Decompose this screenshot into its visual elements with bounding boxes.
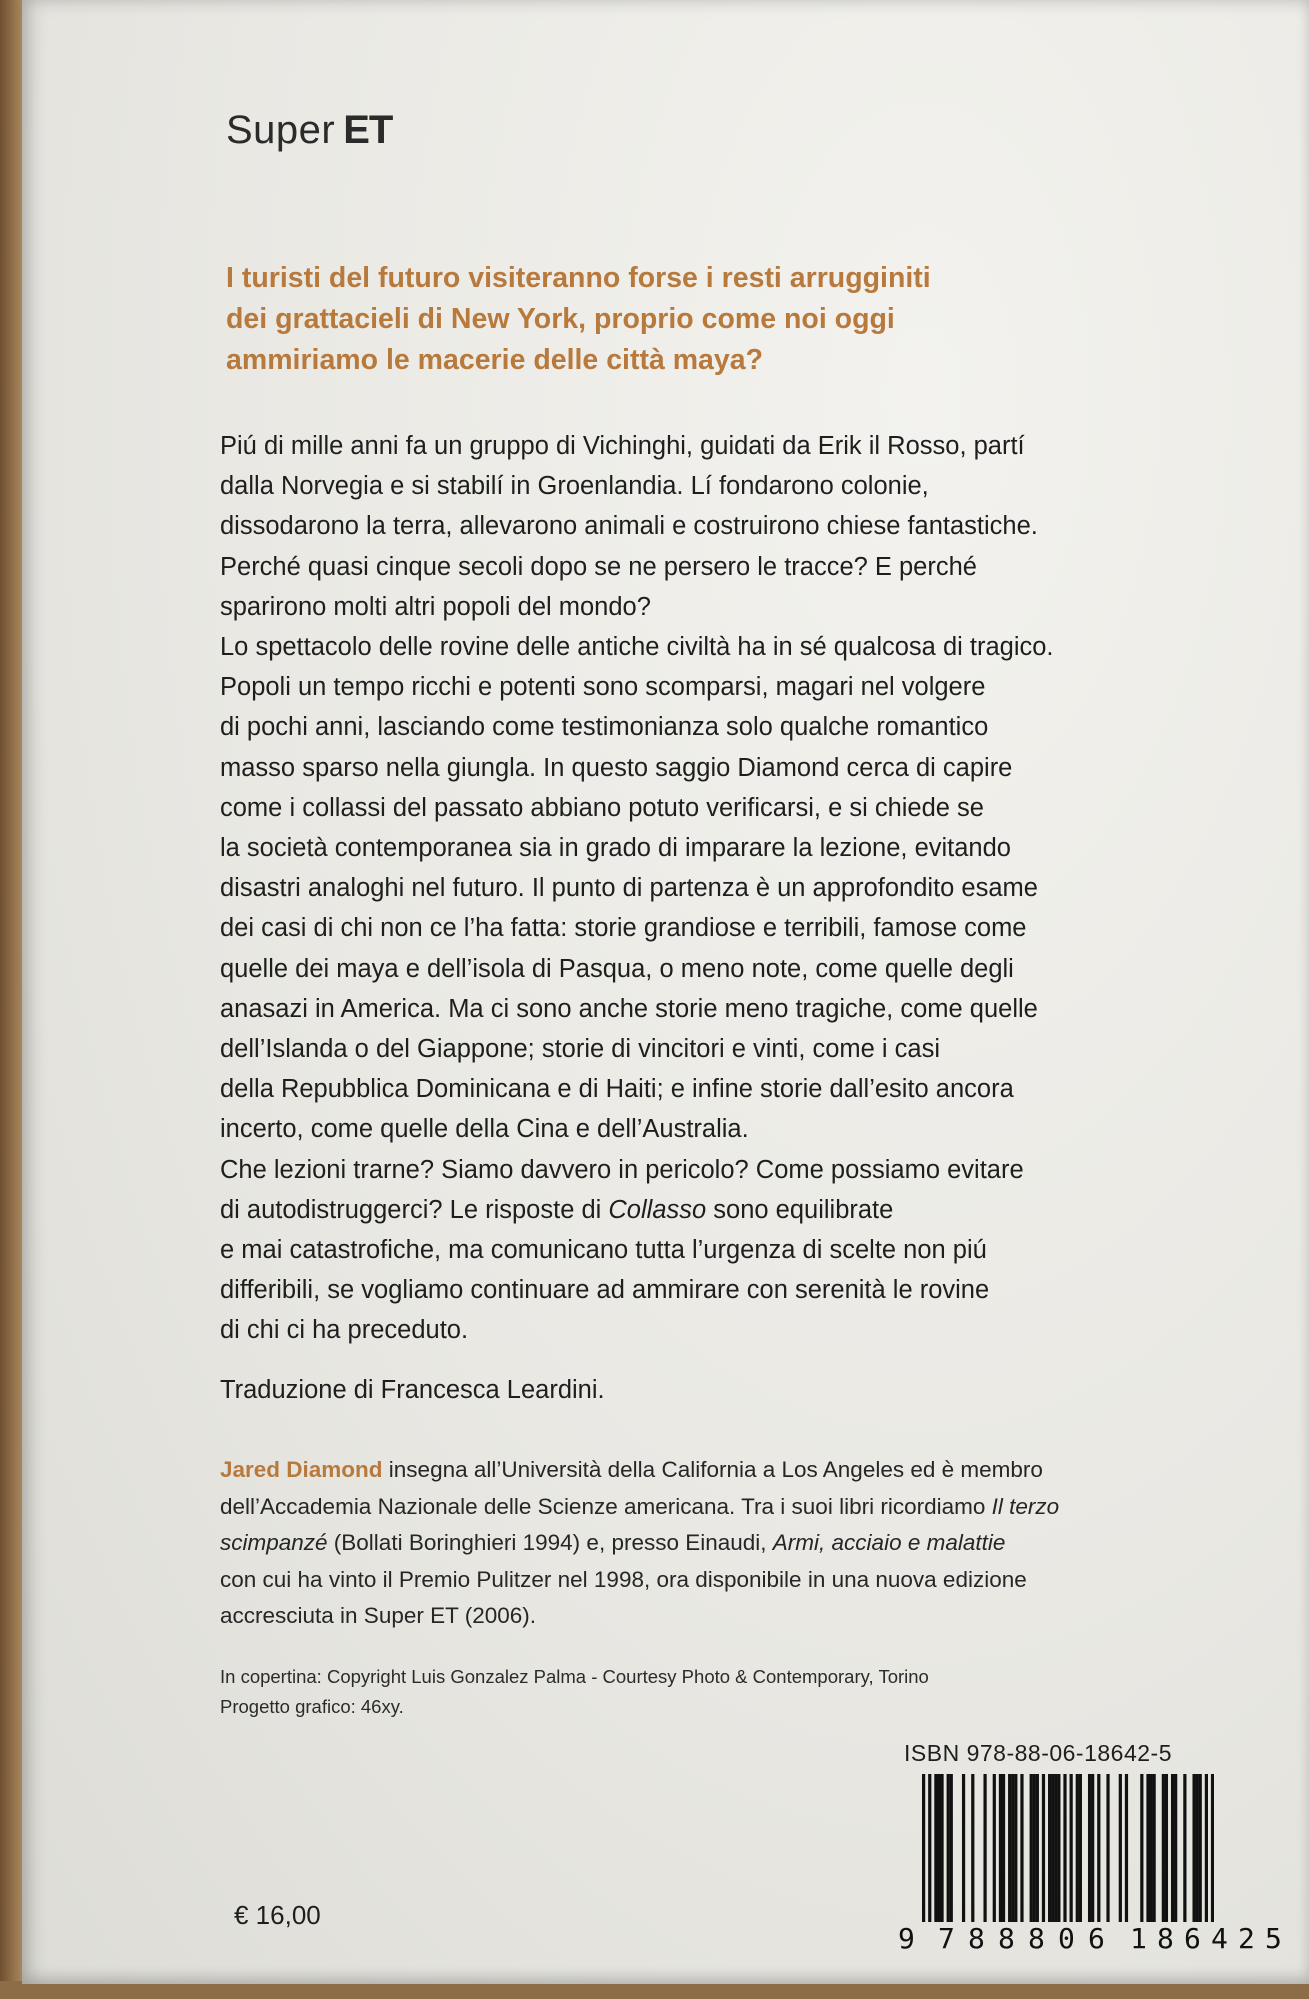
headline-line: ammiriamo le macerie delle città maya? — [226, 344, 764, 376]
bio-text: insegna all’Università della California a Los Angeles ed è membro — [382, 1457, 1043, 1482]
book-title: Il terzo — [991, 1493, 1060, 1519]
body-line: anasazi in America. Ma ci sono anche storie meno tragiche, come quelle — [220, 994, 1038, 1023]
body-line: incerto, come quelle della Cina e dell’Australia. — [220, 1115, 749, 1144]
translator-credit: Traduzione di Francesca Leardini. — [220, 1376, 605, 1404]
barcode-bar — [950, 1774, 953, 1922]
body-line: dell’Islanda o del Giappone; storie di vincitori e vinti, come i casi — [220, 1035, 941, 1064]
barcode-bar — [947, 1774, 950, 1922]
body-line — [220, 1190, 1220, 1230]
series-logo — [226, 108, 392, 153]
barcode-digit: 0 — [1058, 1922, 1075, 1955]
bio-line: con cui ha vinto il Premio Pulitzer nel 1998, ora disponibile in una nuova edizione — [220, 1566, 1027, 1592]
body-line: e mai catastrofiche, ma comunicano tutta l’urgenza di scelte non piú — [220, 1236, 987, 1265]
barcode-bar — [1057, 1774, 1060, 1922]
body-line: di pochi anni, lasciando come testimonianza solo qualche romantico — [220, 713, 989, 742]
barcode-bar — [1183, 1774, 1186, 1922]
barcode-bar — [1048, 1774, 1051, 1922]
barcode-bar — [999, 1774, 1002, 1922]
barcode-bar — [1051, 1774, 1054, 1922]
body-line: masso sparso nella giungla. In questo saggio Diamond cerca di capire — [220, 753, 1013, 782]
barcode-bar — [1070, 1774, 1073, 1922]
credit-line: In copertina: Copyright Luis Gonzalez Palma - Courtesy Photo & Contemporary, Torino — [220, 1666, 929, 1687]
barcode-bar — [1199, 1774, 1202, 1922]
barcode-digit: 8 — [1028, 1922, 1045, 1955]
barcode-bar — [1140, 1774, 1143, 1922]
barcode — [894, 1774, 1282, 1964]
barcode-bar — [1033, 1774, 1036, 1922]
barcode-bar — [1211, 1774, 1214, 1922]
barcode-bar — [1091, 1774, 1094, 1922]
bio-line — [220, 1452, 1220, 1489]
bio-line — [220, 1525, 1220, 1562]
body-text: di autodistruggerci? Le risposte di — [220, 1195, 609, 1224]
body-line: come i collassi del passato abbiano potuto verificarsi, e si chiede se — [220, 793, 984, 822]
barcode-bar — [1097, 1774, 1100, 1922]
barcode-bar — [1106, 1774, 1109, 1922]
barcode-digit: 6 — [1184, 1922, 1201, 1955]
book-title: Armi, acciaio e malattie — [772, 1530, 1006, 1555]
barcode-bar — [1162, 1774, 1165, 1922]
barcode-digit: 7 — [938, 1922, 955, 1955]
barcode-bar — [1119, 1774, 1122, 1922]
barcode-bars — [922, 1774, 1214, 1922]
barcode-bar — [1125, 1774, 1128, 1922]
body-line: Lo spettacolo delle rovine delle antiche civiltà ha in sé qualcosa di tragico. — [220, 633, 1054, 662]
body-line: dissodarono la terra, allevarono animali e costruirono chiese fantastiche. — [220, 512, 1038, 541]
book-title-collasso: Collasso — [608, 1195, 707, 1224]
barcode-bar — [937, 1774, 940, 1922]
barcode-bar — [928, 1774, 931, 1922]
book-back-cover — [22, 0, 1309, 1984]
barcode-digit: 1 — [1130, 1922, 1147, 1955]
barcode-digit: 5 — [1265, 1922, 1282, 1955]
body-line: disastri analoghi nel futuro. Il punto di partenza è un approfondito esame — [220, 874, 1038, 903]
author-bio — [220, 1452, 1220, 1635]
bio-text: (Bollati Boringhieri 1994) e, presso Einaudi, — [327, 1530, 773, 1555]
barcode-bar — [1165, 1774, 1168, 1922]
barcode-bar — [1079, 1774, 1082, 1922]
bio-line: accresciuta in Super ET (2006). — [220, 1603, 536, 1628]
body-line: Piú di mille anni fa un gruppo di Vichinghi, guidati da Erik il Rosso, partí — [220, 432, 1025, 460]
body-line: la società contemporanea sia in grado di imparare la lezione, evitando — [220, 834, 1011, 863]
barcode-digit: 8 — [968, 1922, 985, 1955]
barcode-bar — [1149, 1774, 1152, 1922]
barcode-digit: 8 — [1157, 1922, 1174, 1955]
credit-line: Progetto grafico: 46xy. — [220, 1696, 404, 1717]
barcode-bar — [1020, 1774, 1023, 1922]
author-name: Jared Diamond — [220, 1457, 383, 1482]
barcode-bar — [1030, 1774, 1033, 1922]
barcode-bar — [1196, 1774, 1199, 1922]
book-title: scimpanzé — [220, 1530, 328, 1555]
barcode-digit: 6 — [1088, 1922, 1105, 1955]
body-line: quelle dei maya e dell’isola di Pasqua, o meno note, come quelle degli — [220, 954, 1014, 983]
body-line: differibili, se vogliamo continuare ad ammirare con serenità le rovine — [220, 1276, 990, 1305]
body-line: dalla Norvegia e si stabilí in Groenlandia. Lí fondarono colonie, — [220, 472, 929, 501]
barcode-bar — [1054, 1774, 1057, 1922]
body-line: della Repubblica Dominicana e di Haiti; e infine storie dall’esito ancora — [220, 1075, 1014, 1104]
cover-credits — [220, 1662, 1220, 1722]
barcode-bar — [1002, 1774, 1005, 1922]
barcode-bar — [922, 1774, 925, 1922]
barcode-bar — [1063, 1774, 1066, 1922]
series-logo-suffix: ET — [343, 108, 393, 152]
barcode-bar — [1036, 1774, 1039, 1922]
headline-line: dei grattacieli di New York, proprio come noi oggi — [226, 303, 895, 335]
barcode-bar — [934, 1774, 937, 1922]
barcode-bar — [962, 1774, 965, 1922]
series-logo-prefix: Super — [226, 108, 336, 152]
body-text: sono equilibrate — [706, 1195, 894, 1224]
body-line: Che lezioni trarne? Siamo davvero in pericolo? Come possiamo evitare — [220, 1155, 1024, 1184]
blurb-body — [220, 426, 1220, 1351]
barcode-digit: 2 — [1238, 1922, 1255, 1955]
body-line: dei casi di chi non ce l’ha fatta: storie grandiose e terribili, famose come — [220, 914, 1027, 943]
bio-text: dell’Accademia Nazionale delle Scienze americana. Tra i suoi libri ricordiamo — [220, 1493, 992, 1519]
barcode-bar — [1146, 1774, 1149, 1922]
barcode-bar — [1042, 1774, 1045, 1922]
barcode-bar — [971, 1774, 974, 1922]
barcode-bar — [1014, 1774, 1017, 1922]
barcode-digit: 9 — [898, 1922, 915, 1955]
barcode-digit: 4 — [1211, 1922, 1228, 1955]
body-line: di chi ci ha preceduto. — [220, 1316, 469, 1345]
barcode-bar — [1171, 1774, 1174, 1922]
headline — [226, 258, 1146, 381]
body-line: sparirono molti altri popoli del mondo? — [220, 592, 651, 621]
barcode-digits — [894, 1922, 1282, 1958]
barcode-bar — [983, 1774, 986, 1922]
barcode-digit: 8 — [998, 1922, 1015, 1955]
barcode-bar — [1076, 1774, 1079, 1922]
body-line: Perché quasi cinque secoli dopo se ne persero le tracce? E perché — [220, 552, 977, 581]
barcode-bar — [940, 1774, 943, 1922]
headline-line: I turisti del futuro visiteranno forse i resti arrugginiti — [226, 262, 931, 294]
barcode-bar — [1153, 1774, 1156, 1922]
barcode-bar — [1088, 1774, 1091, 1922]
barcode-bar — [1011, 1774, 1014, 1922]
price-label: € 16,00 — [234, 1900, 321, 1930]
barcode-bar — [1192, 1774, 1195, 1922]
barcode-bar — [1008, 1774, 1011, 1922]
bio-line — [220, 1489, 1220, 1526]
barcode-bar — [1205, 1774, 1208, 1922]
barcode-bar — [1174, 1774, 1177, 1922]
barcode-bar — [993, 1774, 996, 1922]
body-line: Popoli un tempo ricchi e potenti sono scomparsi, magari nel volgere — [220, 673, 986, 702]
isbn-label: ISBN 978-88-06-18642-5 — [904, 1740, 1172, 1766]
